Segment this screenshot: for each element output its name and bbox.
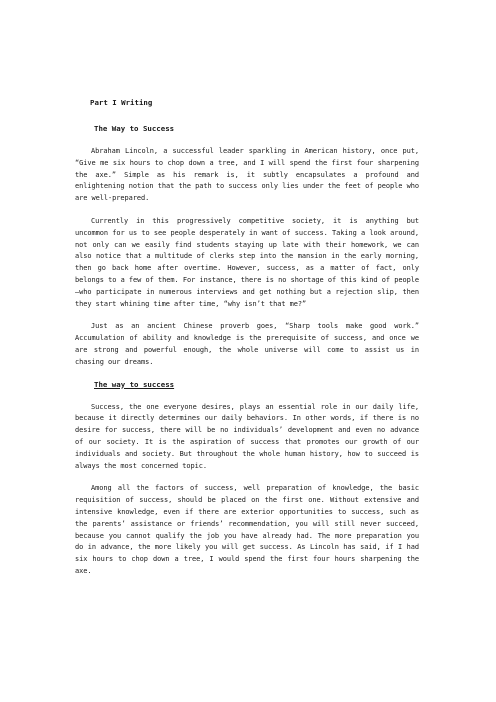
paragraph: Among all the factors of success, well preparation of knowledge, the basic requisition of success, should be placed on the first one. Without extensive and intensive knowledge, even if there are exterior opportunities to success, such as the parents’ assistance or friends’ recommendation, you will still never succeed, because you cannot qualify the job you have already had. The more preparation you do in advance, the more likely you will get success. As Lincoln has said, if I had six hours to chop down a tree, I would spend the first four hours sharpening the axe. <box>75 484 419 575</box>
document-body <box>75 98 419 589</box>
paragraph: Abraham Lincoln, a successful leader sparkling in American history, once put, “Give me six hours to chop down a tree, and I will spend the first four sharpening the axe.” Simple as his remark is, it subtly encapsulates a profound and enlightening notion that the path to success only lies under the feet of people who are well-prepared. <box>75 147 419 203</box>
paragraph: Currently in this progressively competitive society, it is anything but uncommon for us to see people desperately in want of success. Taking a look around, not only can we easily find students staying up late with their homework, we can also notice that a multitude of clerks step into the mansion in the early morning, then go back home after overtime. However, success, as a matter of fact, only belongs to a few of them. For instance, there is no shortage of this kind of people—who participate in numerous interviews and get nothing but a rejection slip, then they start whining time after time, “why isn’t that me?” <box>75 216 419 308</box>
paragraph: Just as an ancient Chinese proverb goes, “Sharp tools make good work.” Accumulation of ability and knowledge is the prerequisite of success, and once we are strong and powerful enough, the whole universe will come to assist us in chasing our dreams. <box>75 322 419 366</box>
essay-title: The way to success <box>94 379 175 389</box>
paragraph: Success, the one everyone desires, plays an essential role in our daily life, because it directly determines our daily behaviors. In other words, if there is no desire for success, there will be no individuals’ development and even no advance of our society. It is the aspiration of success that promotes our growth of our individuals and society. But throughout the whole human history, how to succeed is always the most concerned topic. <box>75 402 419 470</box>
essay-title: The Way to Success <box>94 124 175 133</box>
part-heading: Part I Writing <box>90 98 153 107</box>
